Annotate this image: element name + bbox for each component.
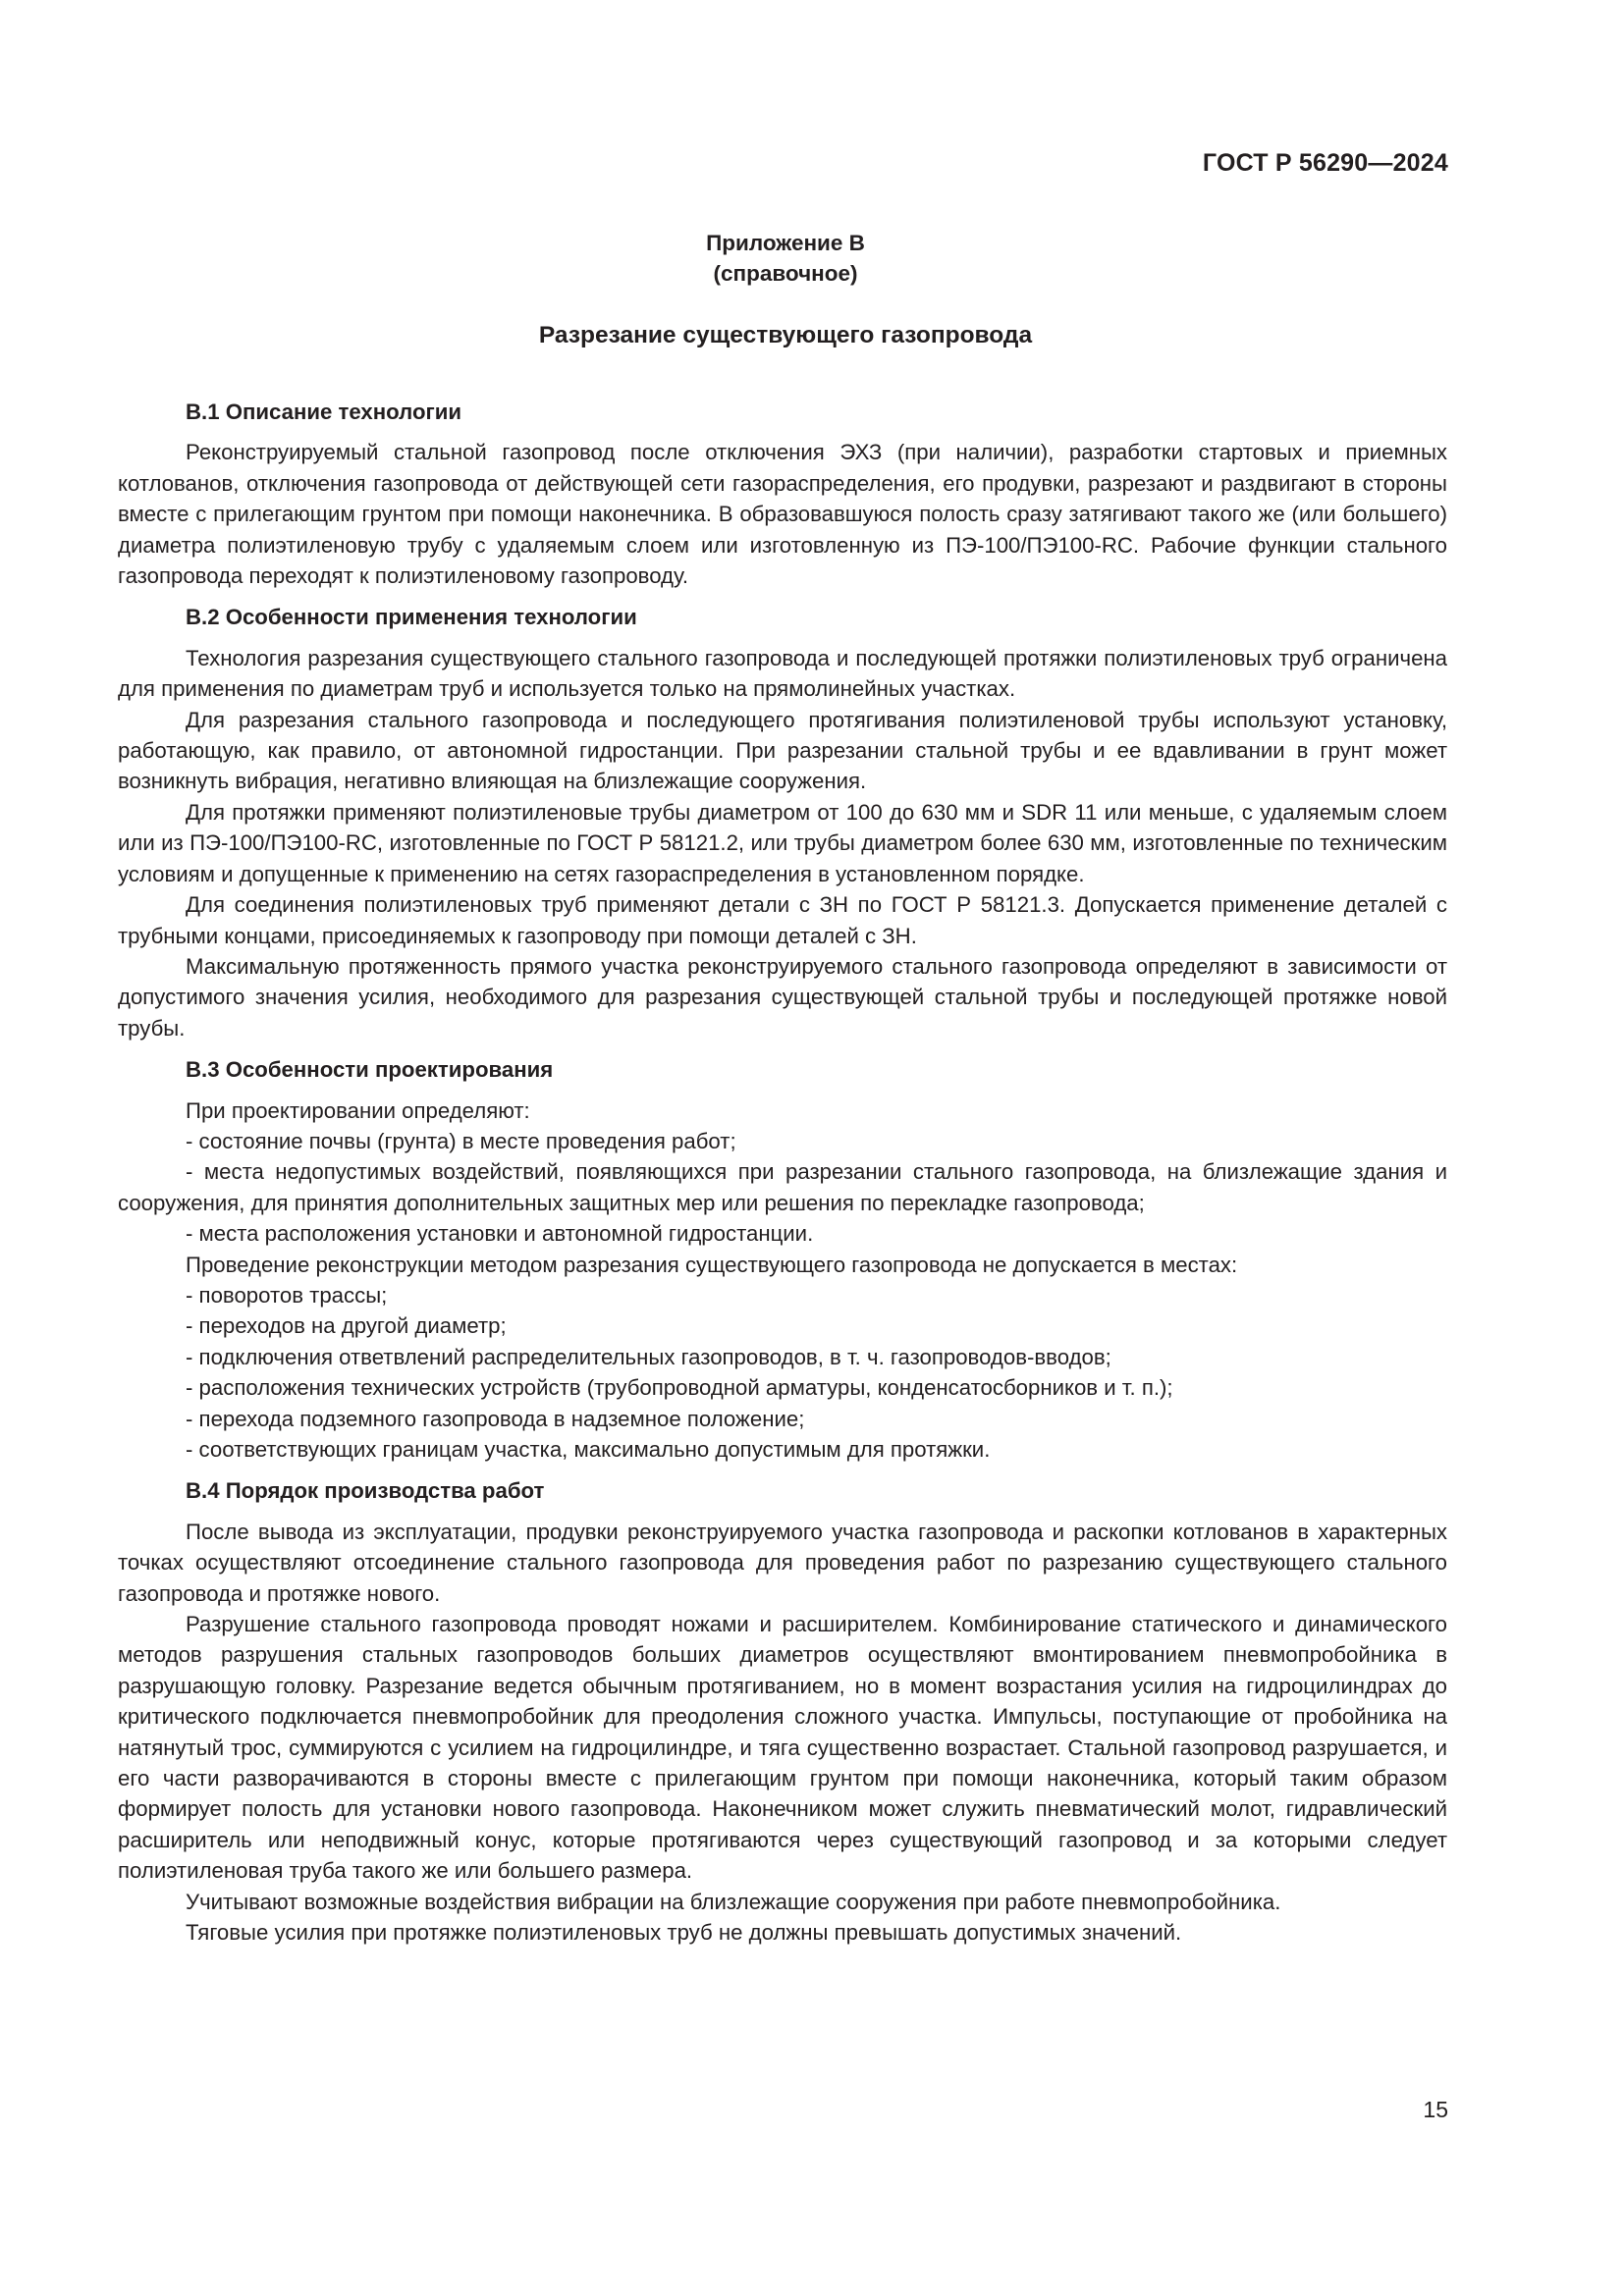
section-b4: [118, 1475, 1447, 1948]
paragraph: Максимальную протяженность прямого участка реконструируемого стального газопровода определяют в зависимости от допустимого значения усилия, необходимого для разрезания существующей стальной трубы и последующей протяжке новой трубы.: [118, 953, 1447, 1041]
section-heading: В.1 Описание технологии: [186, 400, 462, 424]
paragraph: Учитывают возможные воздействия вибрации на близлежащие сооружения при работе пневмопробойника.: [186, 1889, 1281, 1914]
annex-label: Приложение В: [706, 231, 865, 255]
list-item: - места недопустимых воздействий, появляющихся при разрезании стального газопровода, на близлежащие здания и сооружения, для принятия дополнительных защитных мер или решения по перекладке газопровода;: [118, 1159, 1447, 1215]
section-b2: [118, 602, 1447, 1043]
section-b1: [118, 397, 1447, 591]
paragraph: Проведение реконструкции методом разрезания существующего газопровода не допускается в местах:: [186, 1252, 1238, 1277]
document-body: [118, 397, 1447, 1959]
annex-type: (справочное): [713, 261, 858, 286]
paragraph: Для протяжки применяют полиэтиленовые трубы диаметром от 100 до 630 мм и SDR 11 или меньше, с удаляемым слоем или из ПЭ-100/ПЭ100-RC, изготовленные по ГОСТ Р 58121.2, или трубы диаметром более 630 мм, изготовленные по техническим условиям и допущенные к применению на сетях газораспределения в установленном порядке.: [118, 799, 1447, 886]
list-item: - соответствующих границам участка, максимально допустимым для протяжки.: [186, 1437, 991, 1462]
page-number: 15: [1423, 2097, 1448, 2122]
paragraph: При проектировании определяют:: [186, 1097, 530, 1123]
list-item: - перехода подземного газопровода в надземное положение;: [186, 1406, 805, 1431]
paragraph: Для соединения полиэтиленовых труб применяют детали с ЗН по ГОСТ Р 58121.3. Допускается применение деталей с трубными концами, присоединяемых к газопроводу при помощи деталей с ЗН.: [118, 892, 1447, 948]
list-item: - поворотов трассы;: [186, 1282, 388, 1308]
paragraph: Для разрезания стального газопровода и последующего протягивания полиэтиленовой трубы используют установку, работающую, как правило, от автономной гидростанции. При разрезании стальной трубы и ее вдавливании в грунт может возникнуть вибрация, негативно влияющая на близлежащие сооружения.: [118, 707, 1447, 794]
page-title: Разрезание существующего газопровода: [538, 322, 1033, 348]
document-code: ГОСТ Р 56290—2024: [1202, 149, 1448, 177]
paragraph: Тяговые усилия при протяжке полиэтиленовых труб не должны превышать допустимых значений.: [186, 1920, 1182, 1946]
paragraph: Технология разрезания существующего стального газопровода и последующей протяжки полиэтиленовых труб ограничена для применения по диаметрам труб и используется только на прямолинейных участках.: [118, 645, 1447, 702]
list-item: - переходов на другой диаметр;: [186, 1313, 507, 1339]
section-b3: [118, 1054, 1447, 1465]
section-heading: В.2 Особенности применения технологии: [186, 605, 637, 630]
section-heading: В.3 Особенности проектирования: [186, 1057, 554, 1083]
list-item: - состояние почвы (грунта) в месте проведения работ;: [186, 1128, 736, 1153]
list-item: - места расположения установки и автономной гидростанции.: [186, 1221, 814, 1247]
section-heading: В.4 Порядок производства работ: [186, 1478, 545, 1504]
list-item: - расположения технических устройств (трубопроводной арматуры, конденсатосборников и т. п.);: [186, 1375, 1173, 1401]
list-item: - подключения ответвлений распределительных газопроводов, в т. ч. газопроводов-вводов;: [186, 1344, 1111, 1369]
paragraph: После вывода из эксплуатации, продувки реконструируемого участка газопровода и раскопки котлованов в характерных точках осуществляют отсоединение стального газопровода для проведения работ по разрезанию существующего стального газопровода и протяжке нового.: [118, 1519, 1447, 1606]
annex-title: [118, 228, 1453, 289]
paragraph: Реконструируемый стальной газопровод после отключения ЭХЗ (при наличии), разработки стартовых и приемных котлованов, отключения газопровода от действующей сети газораспределения, его продувки, разрезают и раздвигают в стороны вместе с прилегающим грунтом при помощи наконечника. В образовавшуюся полость сразу затягивают такого же (или большего) диаметра полиэтиленовую трубу с удаляемым слоем или изготовленную из ПЭ-100/ПЭ100-RC. Рабочие функции стального газопровода переходят к полиэтиленовому газопроводу.: [118, 440, 1447, 589]
paragraph: Разрушение стального газопровода проводят ножами и расширителем. Комбинирование статического и динамического методов разрушения стальных газопроводов больших диаметров осуществляют вмонтированием пневмопробойника в разрушающую головку. Разрезание ведется обычным протягиванием, но в момент возрастания усилия на гидроцилиндрах до критического подключается пневмопробойник для преодоления сложного участка. Импульсы, поступающие от пробойника на натянутый трос, суммируются с усилием на гидроцилиндре, и тяга существенно возрастает. Стальной газопровод разрушается, и его части разворачиваются в стороны вместе с прилегающим грунтом при помощи наконечника, который таким образом формирует полость для установки нового газопровода. Наконечником может служить пневматический молот, гидравлический расширитель или неподвижный конус, которые протягиваются через существующий газопровод и за которыми следует полиэтиленовая труба такого же или большего размера.: [118, 1612, 1447, 1884]
